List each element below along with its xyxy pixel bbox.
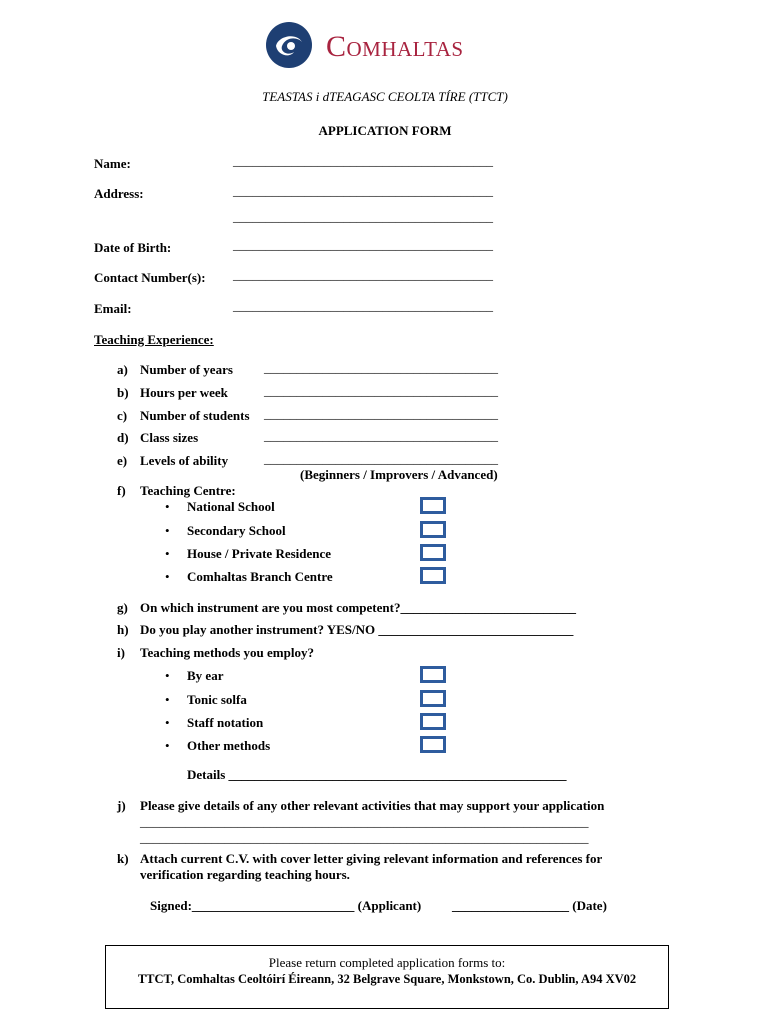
item-b-field[interactable]: ____________________________________ xyxy=(264,383,498,398)
methods-details-field[interactable]: Details ____________________________________________________ xyxy=(187,767,567,782)
return-address: TTCT, Comhaltas Ceoltóirí Éireann, 32 Belgrave Square, Monkstown, Co. Dublin, A94 XV02 xyxy=(137,972,637,986)
method-option-by-ear: By ear xyxy=(187,668,224,683)
item-g-marker: g) xyxy=(117,600,128,615)
method-option-other: Other methods xyxy=(187,738,271,753)
item-h-marker: h) xyxy=(117,622,129,637)
teaching-methods-label: Teaching methods you employ? xyxy=(140,645,314,660)
bullet-icon: • xyxy=(165,668,170,683)
logo-wordmark: Comhaltas xyxy=(326,30,464,63)
centre-option-secondary-school: Secondary School xyxy=(187,523,286,538)
item-c-field[interactable]: ____________________________________ xyxy=(264,406,498,421)
bullet-icon: • xyxy=(165,569,170,584)
checkbox-house[interactable] xyxy=(420,544,446,561)
instrument-question[interactable]: On which instrument are you most competent?___________________________ xyxy=(140,600,576,615)
item-d-marker: d) xyxy=(117,430,129,445)
form-subtitle: APPLICATION FORM xyxy=(318,123,452,138)
signature-field[interactable]: Signed:_________________________ (Applicant) xyxy=(150,898,422,913)
attach-cv-line-2: verification regarding teaching hours. xyxy=(140,867,350,882)
item-i-marker: i) xyxy=(117,645,125,660)
method-option-tonic-solfa: Tonic solfa xyxy=(187,692,247,707)
centre-option-house: House / Private Residence xyxy=(187,546,332,561)
item-e-field[interactable]: ____________________________________ xyxy=(264,451,498,466)
bullet-icon: • xyxy=(165,546,170,561)
item-c-label: Number of students xyxy=(140,408,250,423)
checkbox-by-ear[interactable] xyxy=(420,666,446,683)
item-e-marker: e) xyxy=(117,453,128,468)
return-instructions: Please return completed application forms to: xyxy=(268,955,506,970)
bullet-icon: • xyxy=(165,738,170,753)
dob-field[interactable]: ________________________________________ xyxy=(233,237,493,252)
item-e-label: Levels of ability xyxy=(140,453,229,468)
form-title: TEASTAS i dTEAGASC CEOLTA TÍRE (TTCT) xyxy=(262,89,508,104)
bullet-icon: • xyxy=(165,499,170,514)
item-a-label: Number of years xyxy=(140,362,233,377)
address-field-line-1[interactable]: ________________________________________ xyxy=(233,183,493,198)
dob-label: Date of Birth: xyxy=(94,240,172,255)
item-a-field[interactable]: ____________________________________ xyxy=(264,360,498,375)
item-a-marker: a) xyxy=(117,362,128,377)
checkbox-staff-notation[interactable] xyxy=(420,713,446,730)
comhaltas-logo xyxy=(266,22,506,70)
levels-note: (Beginners / Improvers / Advanced) xyxy=(300,467,498,482)
comhaltas-emblem-icon xyxy=(266,22,312,68)
method-option-staff-notation: Staff notation xyxy=(187,715,264,730)
another-instrument-question[interactable]: Do you play another instrument? YES/NO ______________________________ xyxy=(140,622,574,637)
name-field[interactable]: ________________________________________ xyxy=(233,153,493,168)
item-k-marker: k) xyxy=(117,851,129,866)
item-c-marker: c) xyxy=(117,408,128,423)
date-field[interactable]: __________________ (Date) xyxy=(452,898,607,913)
teaching-experience-heading: Teaching Experience: xyxy=(94,332,214,347)
checkbox-secondary-school[interactable] xyxy=(420,521,446,538)
bullet-icon: • xyxy=(165,715,170,730)
item-d-field[interactable]: ____________________________________ xyxy=(264,428,498,443)
item-d-label: Class sizes xyxy=(140,430,199,445)
centre-option-branch-centre: Comhaltas Branch Centre xyxy=(187,569,333,584)
email-field[interactable]: ________________________________________ xyxy=(233,298,493,313)
centre-option-national-school: National School xyxy=(187,499,275,514)
checkbox-other-methods[interactable] xyxy=(420,736,446,753)
checkbox-national-school[interactable] xyxy=(420,497,446,514)
item-j-marker: j) xyxy=(117,798,126,813)
item-b-marker: b) xyxy=(117,385,129,400)
teaching-centre-label: Teaching Centre: xyxy=(140,483,236,498)
attach-cv-line-1: Attach current C.V. with cover letter giving relevant information and references for xyxy=(140,851,603,866)
checkbox-branch-centre[interactable] xyxy=(420,567,446,584)
name-label: Name: xyxy=(94,156,131,171)
other-activities-line-1[interactable]: _____________________________________________________________________ xyxy=(140,814,589,829)
email-label: Email: xyxy=(94,301,132,316)
other-activities-question: Please give details of any other relevant activities that may support your application xyxy=(140,798,605,813)
checkbox-tonic-solfa[interactable] xyxy=(420,690,446,707)
other-activities-line-2[interactable]: _____________________________________________________________________ xyxy=(140,830,589,845)
address-field-line-2[interactable]: ________________________________________ xyxy=(233,209,493,224)
item-b-label: Hours per week xyxy=(140,385,228,400)
contact-label: Contact Number(s): xyxy=(94,270,206,285)
bullet-icon: • xyxy=(165,692,170,707)
contact-field[interactable]: ________________________________________ xyxy=(233,267,493,282)
bullet-icon: • xyxy=(165,523,170,538)
address-label: Address: xyxy=(94,186,144,201)
item-f-marker: f) xyxy=(117,483,126,498)
